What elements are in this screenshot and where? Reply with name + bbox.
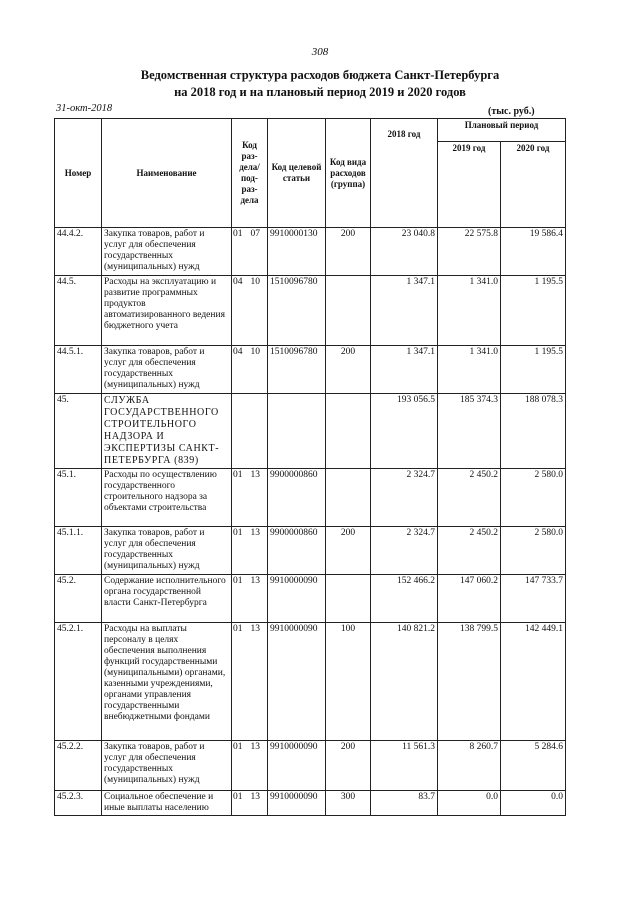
row-name: Расходы по осуществлению государственного строительного надзора за объектами строительства <box>102 469 232 527</box>
title-line-2: на 2018 год и на плановый период 2019 и 2020 годов <box>174 85 466 99</box>
row-value-2020: 147 733.7 <box>501 575 566 623</box>
row-value-2019: 2 450.2 <box>438 469 501 527</box>
row-name: Закупка товаров, работ и услуг для обеспечения государственных (муниципальных) нужд <box>102 741 232 791</box>
row-target-code: 9910000130 <box>268 228 326 276</box>
row-value-2018: 2 324.7 <box>371 469 438 527</box>
table-row <box>55 228 566 276</box>
subsection-code: 10 <box>250 347 260 357</box>
row-name: Расходы на эксплуатацию и развитие программных продуктов автоматизированного ведения бюджетного учета <box>102 276 232 346</box>
row-name: Закупка товаров, работ и услуг для обеспечения государственных (муниципальных) нужд <box>102 527 232 575</box>
row-value-2019: 22 575.8 <box>438 228 501 276</box>
row-number: 45.2.1. <box>55 623 102 741</box>
row-expense-type <box>326 394 371 469</box>
row-target-code: 9910000090 <box>268 575 326 623</box>
row-value-2018: 193 056.5 <box>371 394 438 469</box>
page-number: 308 <box>311 46 329 58</box>
subsection-code: 13 <box>250 792 260 802</box>
row-target-code: 9900000860 <box>268 469 326 527</box>
row-section-code <box>232 623 268 741</box>
row-value-2020: 5 284.6 <box>501 741 566 791</box>
row-number: 45.1. <box>55 469 102 527</box>
units-label: (тыс. руб.) <box>488 106 535 117</box>
table-row <box>55 469 566 527</box>
header-section-code: Код раз- дела/ под- раз- дела <box>232 119 268 228</box>
row-value-2019: 1 341.0 <box>438 346 501 394</box>
row-value-2020: 2 580.0 <box>501 469 566 527</box>
row-expense-type: 100 <box>326 623 371 741</box>
row-value-2018: 11 561.3 <box>371 741 438 791</box>
table-row <box>55 527 566 575</box>
header-number: Номер <box>55 119 102 228</box>
row-value-2020: 142 449.1 <box>501 623 566 741</box>
header-2019: 2019 год <box>438 141 501 227</box>
row-name: Расходы на выплаты персоналу в целях обеспечения выполнения функций государственными (муниципальными) органами, казенными учреждениями, органами управления государственными внебюджетными фондами <box>102 623 232 741</box>
row-value-2019: 1 341.0 <box>438 276 501 346</box>
row-value-2019: 2 450.2 <box>438 527 501 575</box>
title-line-1: Ведомственная структура расходов бюджета Санкт-Петербурга <box>140 68 500 82</box>
row-section-code <box>232 791 268 816</box>
row-number: 45.2.2. <box>55 741 102 791</box>
row-target-code <box>268 394 326 469</box>
row-value-2020: 2 580.0 <box>501 527 566 575</box>
row-value-2018: 1 347.1 <box>371 276 438 346</box>
document-title <box>0 67 640 101</box>
subsection-code: 13 <box>250 528 260 538</box>
row-number: 45.2.3. <box>55 791 102 816</box>
row-section-code <box>232 228 268 276</box>
table-row <box>55 276 566 346</box>
row-number: 45. <box>55 394 102 469</box>
row-section-code <box>232 527 268 575</box>
row-section-code <box>232 741 268 791</box>
row-number: 45.2. <box>55 575 102 623</box>
section-code: 01 <box>233 792 243 802</box>
subsection-code: 13 <box>250 742 260 752</box>
row-value-2020: 1 195.5 <box>501 276 566 346</box>
row-section-code <box>232 469 268 527</box>
document-date: 31-окт-2018 <box>56 103 113 114</box>
row-section-code <box>232 394 268 469</box>
row-target-code: 9910000090 <box>268 741 326 791</box>
header-2018: 2018 год <box>371 119 438 228</box>
row-target-code: 9900000860 <box>268 527 326 575</box>
section-code: 01 <box>233 470 243 480</box>
budget-table <box>54 118 566 816</box>
row-expense-type: 300 <box>326 791 371 816</box>
row-expense-type: 200 <box>326 346 371 394</box>
row-number: 44.5. <box>55 276 102 346</box>
row-value-2020: 19 586.4 <box>501 228 566 276</box>
table-row <box>55 741 566 791</box>
section-code: 01 <box>233 576 243 586</box>
row-value-2018: 2 324.7 <box>371 527 438 575</box>
table-row <box>55 575 566 623</box>
row-value-2020: 188 078.3 <box>501 394 566 469</box>
row-value-2020: 1 195.5 <box>501 346 566 394</box>
row-name: Содержание исполнительного органа государственной власти Санкт-Петербурга <box>102 575 232 623</box>
row-value-2018: 1 347.1 <box>371 346 438 394</box>
table-body <box>55 228 566 816</box>
row-expense-type: 200 <box>326 228 371 276</box>
row-value-2019: 8 260.7 <box>438 741 501 791</box>
row-expense-type: 200 <box>326 741 371 791</box>
row-number: 45.1.1. <box>55 527 102 575</box>
row-section-code <box>232 575 268 623</box>
row-value-2020: 0.0 <box>501 791 566 816</box>
row-section-code <box>232 276 268 346</box>
section-code: 04 <box>233 277 243 287</box>
subsection-code: 13 <box>250 624 260 634</box>
row-value-2019: 147 060.2 <box>438 575 501 623</box>
row-expense-type: 200 <box>326 527 371 575</box>
section-code: 01 <box>233 624 243 634</box>
row-value-2018: 152 466.2 <box>371 575 438 623</box>
subsection-code: 13 <box>250 576 260 586</box>
row-expense-type <box>326 276 371 346</box>
section-code: 01 <box>233 229 243 239</box>
section-code: 01 <box>233 528 243 538</box>
row-value-2019: 138 799.5 <box>438 623 501 741</box>
row-value-2019: 0.0 <box>438 791 501 816</box>
header-2020: 2020 год <box>501 141 566 227</box>
row-expense-type <box>326 575 371 623</box>
row-number: 44.4.2. <box>55 228 102 276</box>
header-planned-period: Плановый период <box>438 119 566 142</box>
row-name: Социальное обеспечение и иные выплаты населению <box>102 791 232 816</box>
row-target-code: 9910000090 <box>268 623 326 741</box>
row-section-code <box>232 346 268 394</box>
row-value-2018: 83.7 <box>371 791 438 816</box>
header-name: Наименование <box>102 119 232 228</box>
section-code: 01 <box>233 742 243 752</box>
row-target-code: 1510096780 <box>268 276 326 346</box>
row-value-2018: 23 040.8 <box>371 228 438 276</box>
row-name: Закупка товаров, работ и услуг для обеспечения государственных (муниципальных) нужд <box>102 228 232 276</box>
section-code: 04 <box>233 347 243 357</box>
row-name: Закупка товаров, работ и услуг для обеспечения государственных (муниципальных) нужд <box>102 346 232 394</box>
row-name: СЛУЖБА ГОСУДАРСТВЕННОГО СТРОИТЕЛЬНОГО НАДЗОРА И ЭКСПЕРТИЗЫ САНКТ-ПЕТЕРБУРГА (839) <box>102 394 232 469</box>
row-target-code: 9910000090 <box>268 791 326 816</box>
row-target-code: 1510096780 <box>268 346 326 394</box>
row-number: 44.5.1. <box>55 346 102 394</box>
row-value-2019: 185 374.3 <box>438 394 501 469</box>
table-row <box>55 346 566 394</box>
header-expense-type-code: Код вида расходов (группа) <box>326 119 371 228</box>
subsection-code: 13 <box>250 470 260 480</box>
row-value-2018: 140 821.2 <box>371 623 438 741</box>
table-row <box>55 791 566 816</box>
row-expense-type <box>326 469 371 527</box>
table-row <box>55 394 566 469</box>
table-row <box>55 623 566 741</box>
subsection-code: 07 <box>250 229 260 239</box>
subsection-code: 10 <box>250 277 260 287</box>
header-target-code: Код целевой статьи <box>268 119 326 228</box>
